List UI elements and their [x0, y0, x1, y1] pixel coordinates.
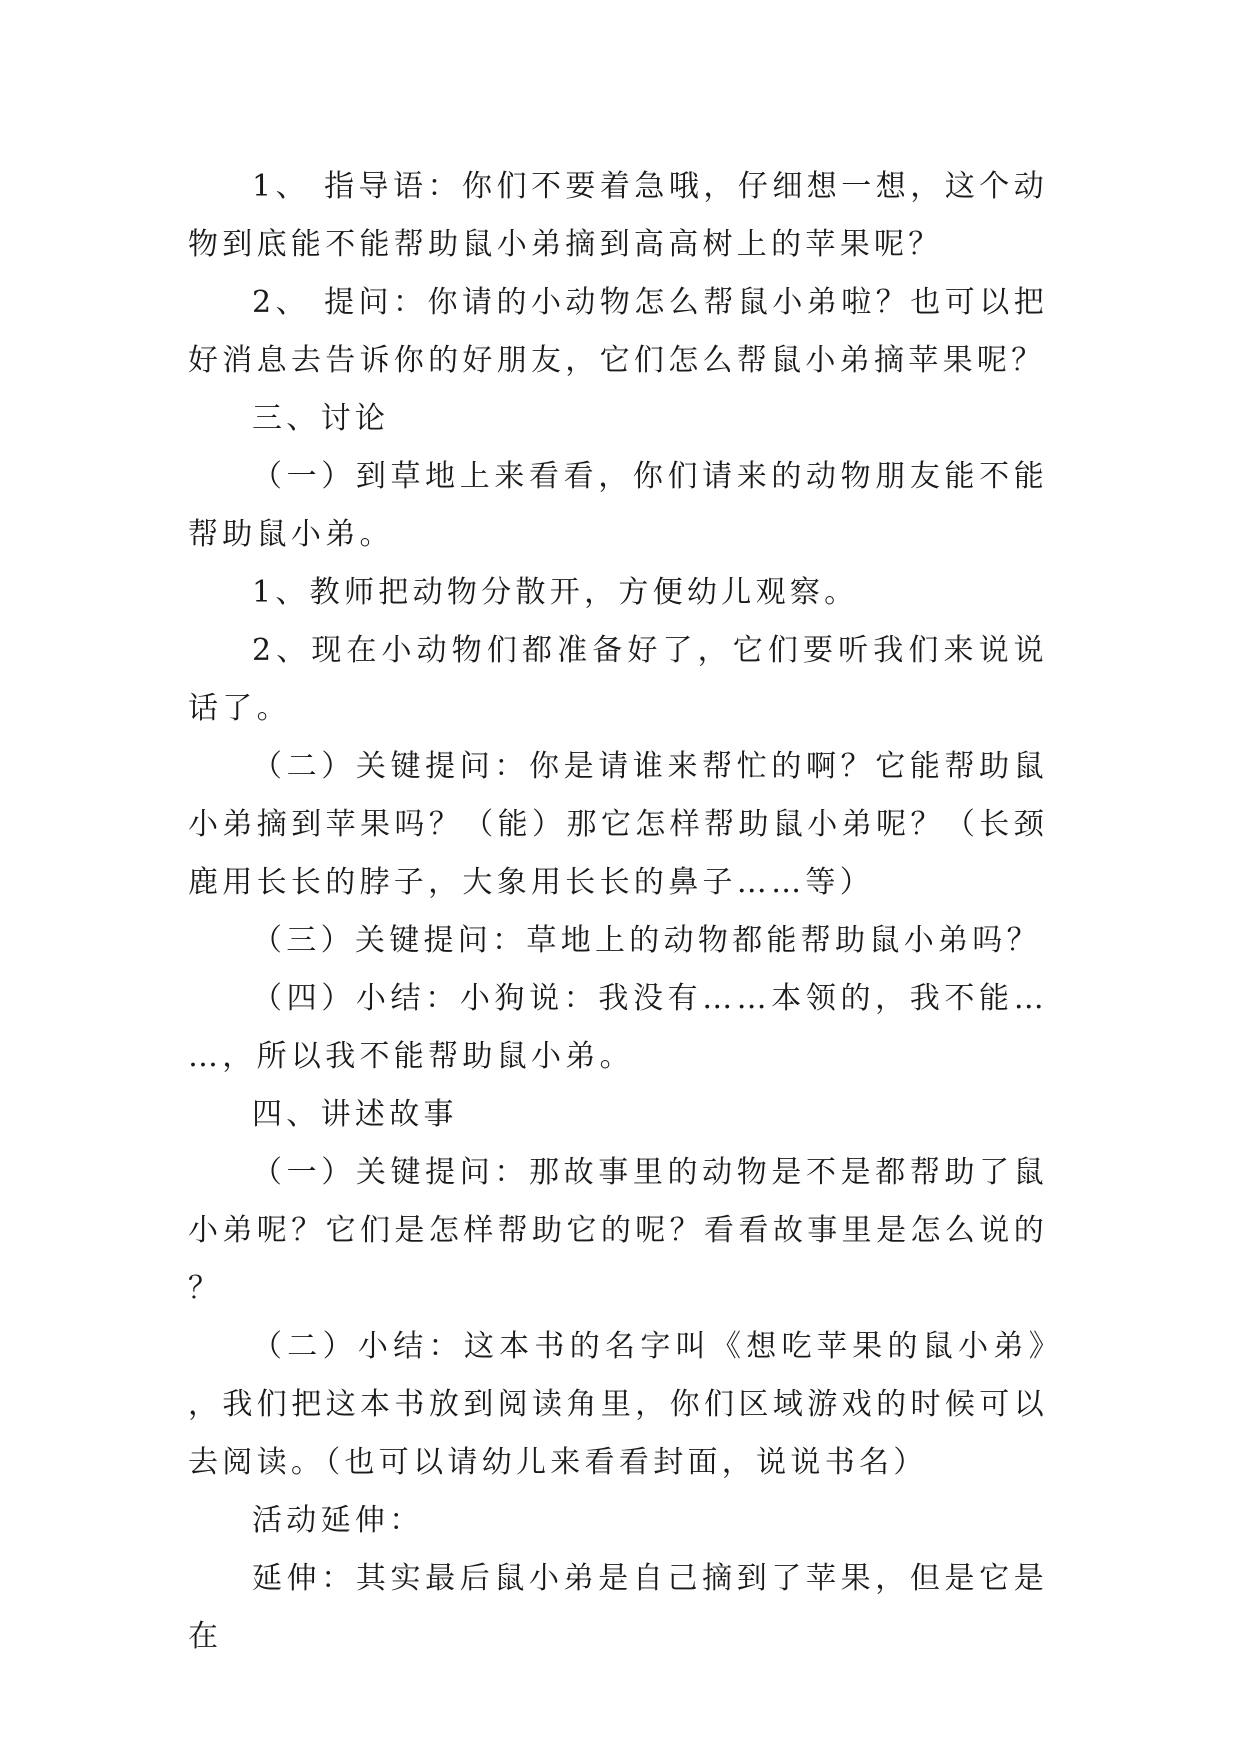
- section-heading-extension: 活动延伸：: [252, 1503, 424, 1538]
- section-heading-discussion: 三、讨论: [252, 401, 390, 436]
- paragraph-story-2: （二）小结：这本书的名字叫《想吃苹果的鼠小弟》，我们把这本书放到阅读角里，你们区域游戏的时候可以去阅读。（也可以请幼儿来看看封面，说说书名）: [188, 1329, 1048, 1480]
- paragraph-discussion-2: （二）关键提问：你是请谁来帮忙的啊？它能帮助鼠小弟摘到苹果吗？（能）那它怎样帮助鼠小弟呢？（长颈鹿用长长的脖子，大象用长长的鼻子……等）: [188, 749, 1048, 900]
- paragraph-discussion-3: （三）关键提问：草地上的动物都能帮助鼠小弟吗？: [252, 923, 1041, 958]
- paragraph-extension: 延伸：其实最后鼠小弟是自己摘到了苹果，但是它是在: [188, 1561, 1048, 1654]
- section-heading-story: 四、讲述故事: [252, 1097, 458, 1132]
- paragraph-discussion-4: （四）小结：小狗说：我没有……本领的，我不能……，所以我不能帮助鼠小弟。: [188, 981, 1048, 1074]
- paragraph-discussion-1: （一）到草地上来看看，你们请来的动物朋友能不能帮助鼠小弟。: [188, 459, 1048, 552]
- paragraph-story-1: （一）关键提问：那故事里的动物是不是都帮助了鼠小弟呢？它们是怎样帮助它的呢？看看故事里是怎么说的？: [188, 1155, 1048, 1306]
- paragraph-step-1: 1、教师把动物分散开，方便幼儿观察。: [252, 575, 859, 610]
- document-page: [188, 158, 1048, 1666]
- paragraph-step-2: 2、现在小动物们都准备好了，它们要听我们来说说话了。: [188, 633, 1048, 726]
- paragraph-question: 2、 提问：你请的小动物怎么帮鼠小弟啦？也可以把好消息去告诉你的好朋友，它们怎么帮鼠小弟摘苹果呢？: [188, 285, 1048, 378]
- paragraph-guide: 1、 指导语：你们不要着急哦，仔细想一想，这个动物到底能不能帮助鼠小弟摘到高高树上的苹果呢？: [188, 169, 1048, 262]
